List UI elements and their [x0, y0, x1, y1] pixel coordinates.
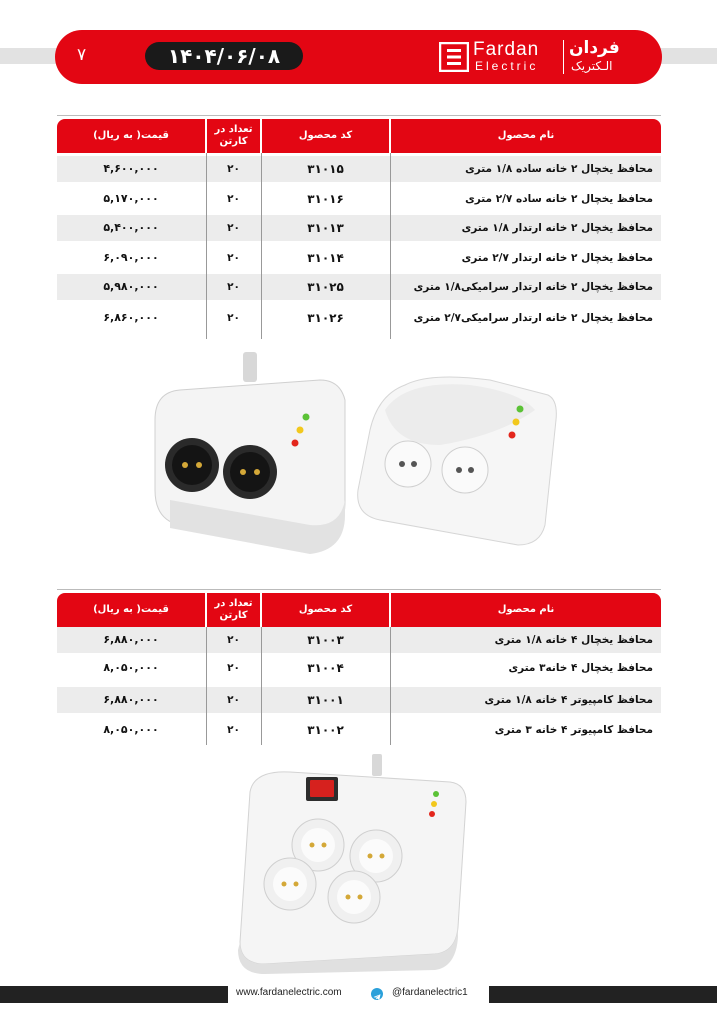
table-row: [57, 305, 661, 331]
product-name: محافظ یخچال ۲ خانه ارتدار سرامیکی۱/۸ متری: [413, 281, 653, 293]
table-row: [57, 156, 661, 182]
table-row: [57, 215, 661, 241]
product-image-4way-protector: [230, 752, 475, 974]
product-code: ۳۱۰۰۴: [307, 661, 344, 675]
table-row: [57, 655, 661, 681]
footer-bar-left: [0, 986, 228, 1003]
page-number: ۷: [77, 45, 87, 65]
carton-qty: ۲۰: [227, 281, 240, 293]
product-price: ۶,۸۶۰,۰۰۰: [103, 311, 159, 324]
carton-qty: ۲۰: [227, 222, 240, 234]
fardan-logo-icon: [439, 42, 469, 72]
header-side-bar-right: [657, 48, 717, 64]
earthed-fridge-protector: [155, 352, 345, 554]
brand-sub-fa: الـکتریک: [571, 59, 613, 73]
telegram-icon: [371, 988, 383, 1000]
table-header: [57, 593, 661, 627]
carton-qty: ۲۰: [227, 312, 240, 324]
header-carton-qty: تعداد در کارتن: [207, 593, 260, 627]
product-price: ۸,۰۵۰,۰۰۰: [103, 661, 159, 674]
logo-divider: [563, 40, 564, 74]
brand-sub-en: Electric: [475, 59, 539, 73]
header-price: قیمت( به ریال): [57, 119, 205, 153]
product-code: ۳۱۰۰۲: [307, 723, 344, 737]
carton-qty: ۲۰: [227, 662, 240, 674]
product-name: محافظ کامپیوتر ۴ خانه ۱/۸ متری: [484, 694, 653, 706]
product-code: ۳۱۰۲۶: [307, 311, 344, 325]
product-name: محافظ یخچال ۴ خانه ۱/۸ متری: [494, 634, 653, 646]
product-code: ۳۱۰۱۳: [307, 221, 344, 235]
table-row: [57, 245, 661, 271]
table-top-rule: [57, 115, 661, 116]
table-row: [57, 274, 661, 300]
header-product-name: نام محصول: [391, 119, 661, 153]
product-price: ۵,۱۷۰,۰۰۰: [103, 192, 159, 205]
product-name: محافظ یخچال ۲ خانه ساده ۲/۷ متری: [465, 193, 653, 205]
page-header: [55, 30, 662, 84]
product-price: ۸,۰۵۰,۰۰۰: [103, 723, 159, 736]
product-name: محافظ یخچال ۲ خانه ارتدار ۲/۷ متری: [461, 252, 653, 264]
column-divider: [206, 627, 207, 745]
product-code: ۳۱۰۰۱: [307, 693, 344, 707]
product-code: ۳۱۰۲۵: [307, 280, 344, 294]
product-price: ۵,۹۸۰,۰۰۰: [103, 280, 159, 293]
product-code: ۳۱۰۱۶: [307, 192, 344, 206]
product-name: محافظ یخچال ۲ خانه ارتدار سرامیکی۲/۷ متری: [413, 312, 653, 324]
simple-fridge-protector: [358, 377, 557, 545]
brand-logo: [439, 38, 649, 76]
four-way-protector: [238, 754, 466, 974]
table-header: [57, 119, 661, 153]
price-table-1: [57, 119, 661, 339]
product-price: ۶,۸۸۰,۰۰۰: [103, 693, 159, 706]
product-price: ۴,۶۰۰,۰۰۰: [103, 162, 159, 175]
table-row: [57, 717, 661, 743]
column-divider: [261, 153, 262, 339]
product-name: محافظ کامپیوتر ۴ خانه ۳ متری: [494, 724, 653, 736]
carton-qty: ۲۰: [227, 634, 240, 646]
footer-telegram-handle[interactable]: @fardanelectric1: [392, 987, 468, 998]
header-product-name: نام محصول: [391, 593, 661, 627]
product-code: ۳۱۰۰۳: [307, 633, 344, 647]
table-row: [57, 186, 661, 212]
price-table-2: [57, 593, 661, 745]
carton-qty: ۲۰: [227, 252, 240, 264]
product-image-fridge-protectors: [140, 350, 580, 560]
carton-qty: ۲۰: [227, 694, 240, 706]
column-divider: [390, 153, 391, 339]
table-top-rule: [57, 589, 661, 590]
product-price: ۵,۴۰۰,۰۰۰: [103, 221, 159, 234]
brand-name-fa: فردان: [569, 38, 620, 58]
footer-bar-right: [489, 986, 717, 1003]
product-code: ۳۱۰۱۴: [307, 251, 344, 265]
brand-name-en: Fardan: [473, 39, 540, 60]
table-row: [57, 627, 661, 653]
carton-qty: ۲۰: [227, 724, 240, 736]
product-price: ۶,۸۸۰,۰۰۰: [103, 633, 159, 646]
column-divider: [261, 627, 262, 745]
table-row: [57, 687, 661, 713]
header-product-code: کد محصول: [262, 593, 389, 627]
footer-website-link[interactable]: www.fardanelectric.com: [236, 987, 342, 998]
product-price: ۶,۰۹۰,۰۰۰: [103, 251, 159, 264]
carton-qty: ۲۰: [227, 163, 240, 175]
product-name: محافظ یخچال ۲ خانه ارتدار ۱/۸ متری: [461, 222, 653, 234]
product-code: ۳۱۰۱۵: [307, 162, 344, 176]
header-price: قیمت( به ریال): [57, 593, 205, 627]
column-divider: [206, 153, 207, 339]
carton-qty: ۲۰: [227, 193, 240, 205]
header-product-code: کد محصول: [262, 119, 389, 153]
header-carton-qty: تعداد در کارتن: [207, 119, 260, 153]
header-side-bar-left: [0, 48, 60, 64]
product-name: محافظ یخچال ۲ خانه ساده ۱/۸ متری: [465, 163, 653, 175]
date-badge: ۱۴۰۴/۰۶/۰۸: [145, 42, 303, 70]
product-name: محافظ یخچال ۴ خانه۳ متری: [508, 662, 653, 674]
column-divider: [390, 627, 391, 745]
